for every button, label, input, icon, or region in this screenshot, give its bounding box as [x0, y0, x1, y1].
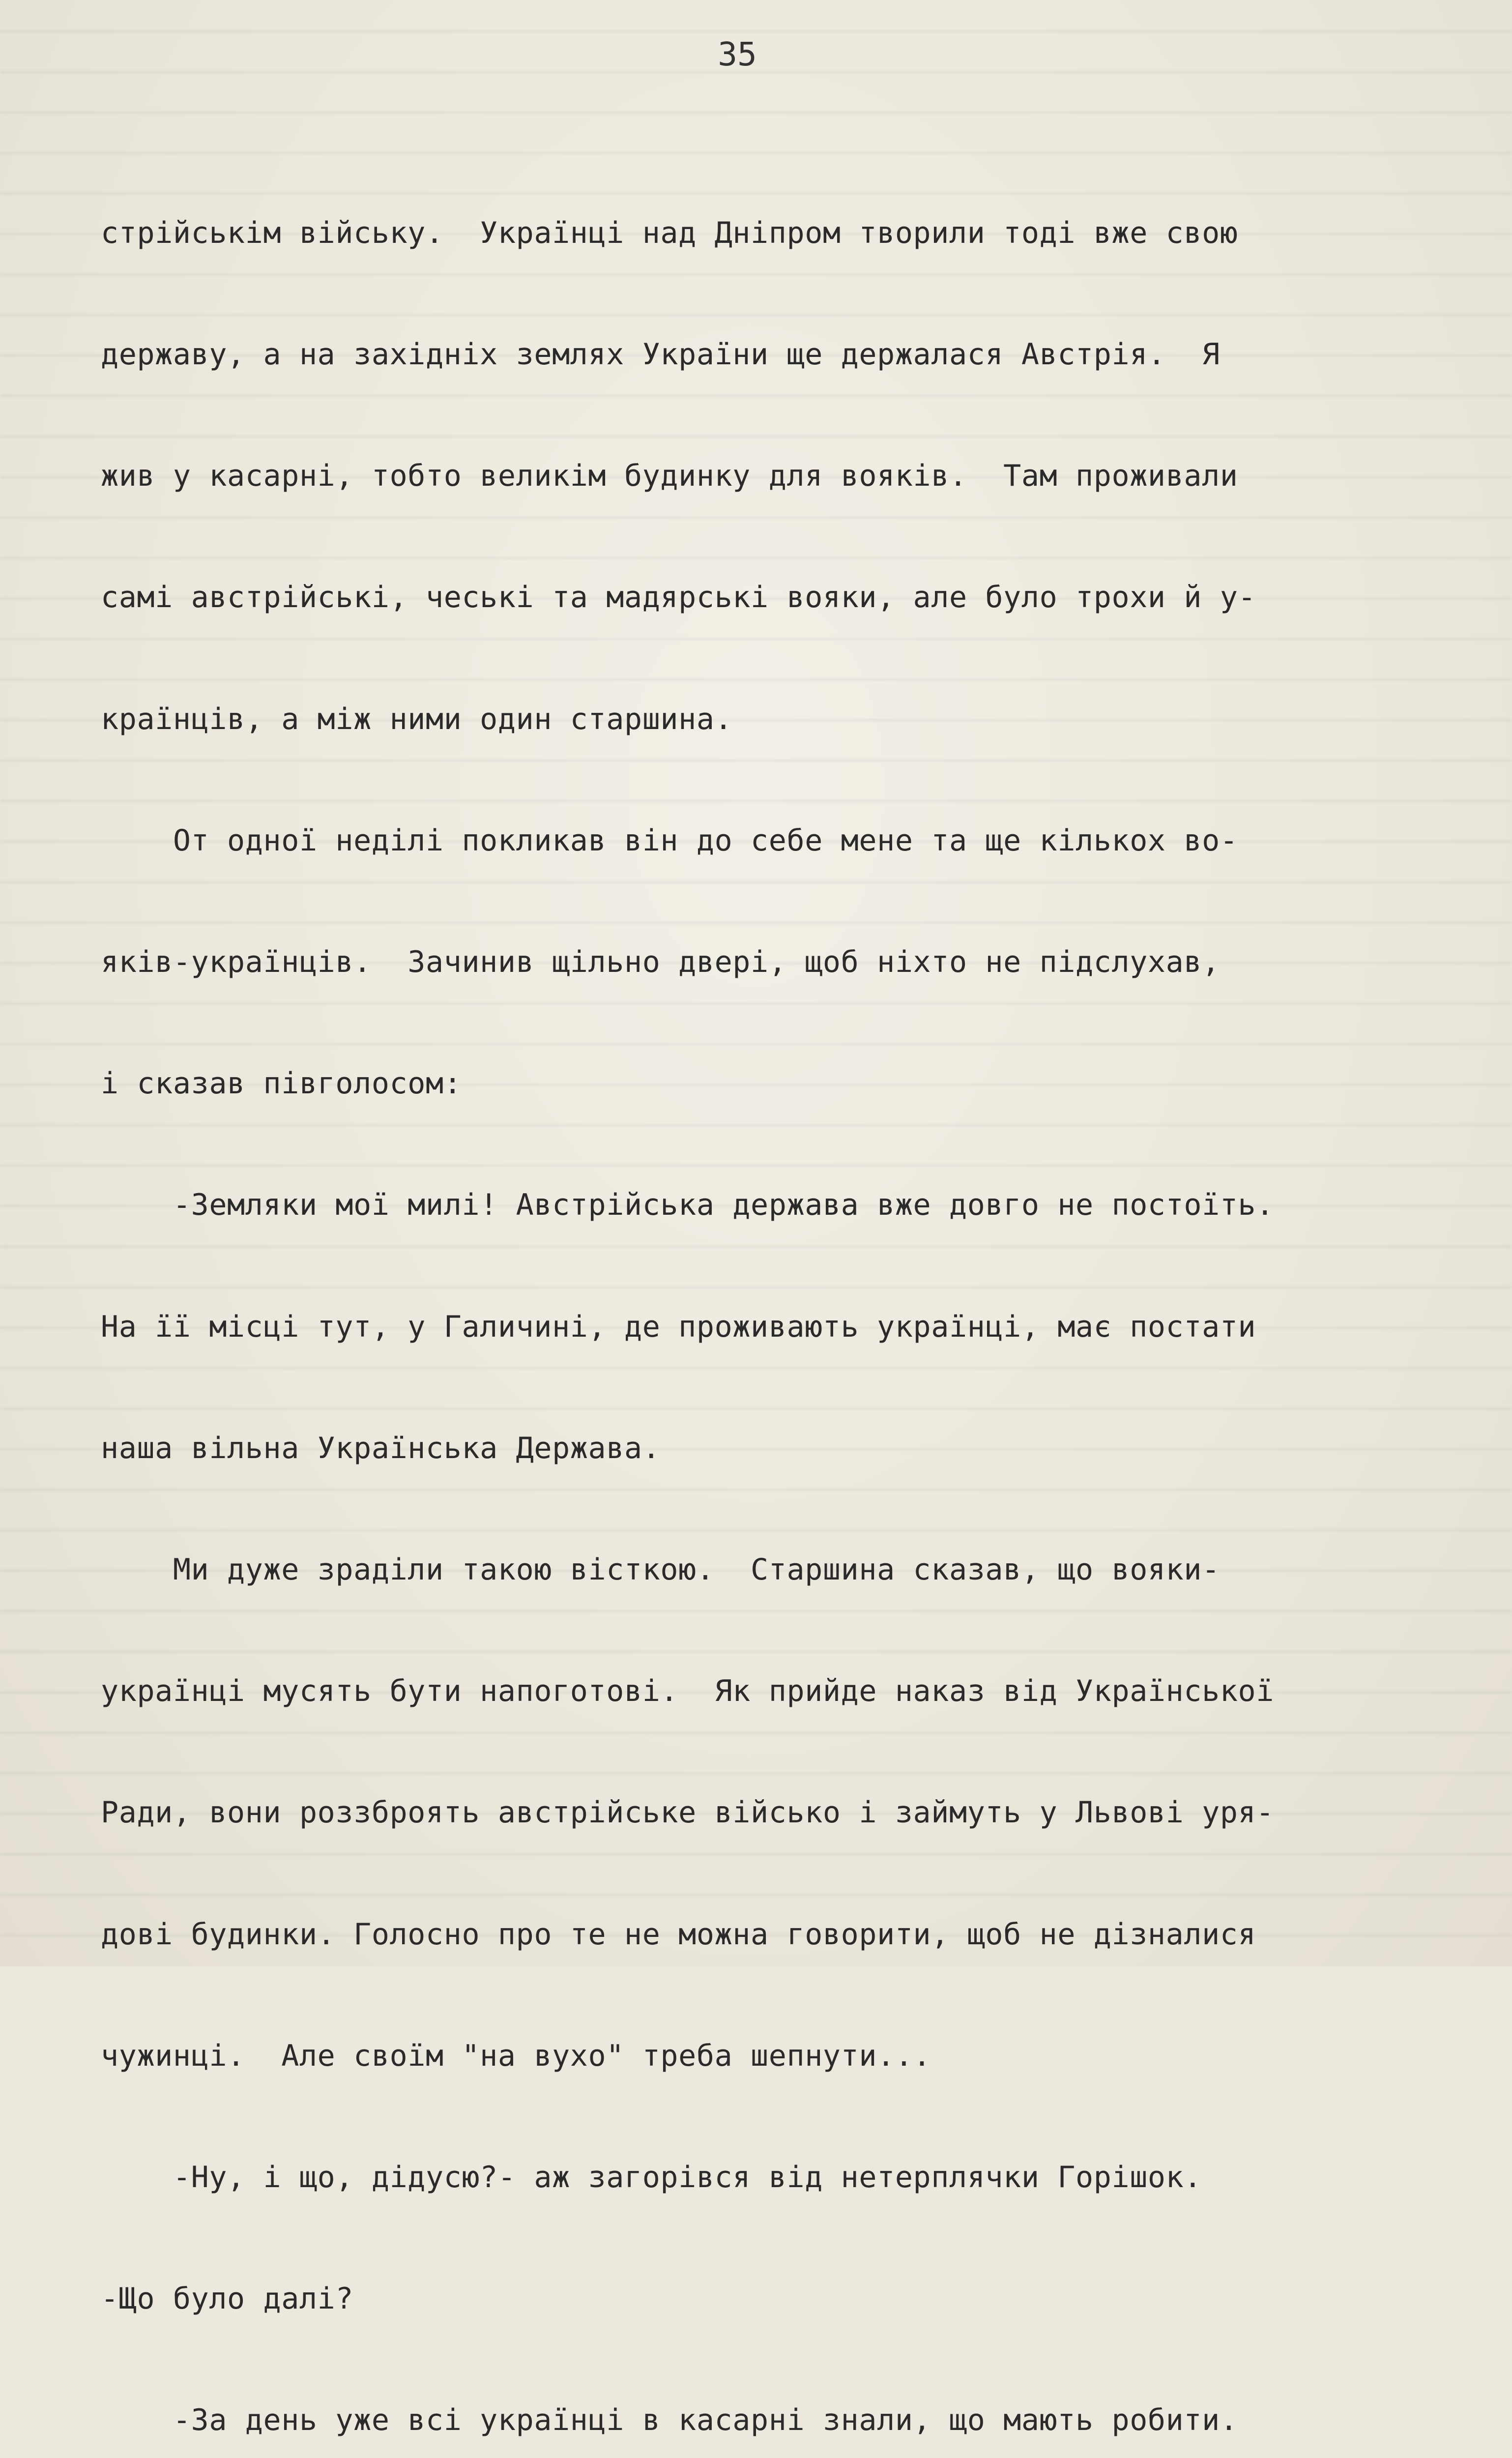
text-line: дові будинки. Голосно про те не можна говорити, щоб не дізналися	[101, 1917, 1256, 1952]
text-line: -Ну, і що, дідусю?- аж загорівся від нетерплячки Горішок.	[101, 2160, 1202, 2195]
text-line: чужинці. Але своїм "на вухо" треба шепнути...	[101, 2038, 931, 2073]
text-line: яків-українців. Зачинив щільно двері, щоб ніхто не підслухав,	[101, 945, 1220, 980]
text-line: країнців, а між ними один старшина.	[101, 702, 733, 736]
typewritten-text-body	[101, 132, 1428, 2458]
text-line: -За день уже всі українці в касарні знали, що мають робити.	[101, 2403, 1238, 2438]
text-line: На її місці тут, у Галичині, де проживають українці, має постати	[101, 1309, 1256, 1344]
text-line: українці мусять бути напоготові. Як прийде наказ від Української	[101, 1674, 1274, 1709]
text-line: жив у касарні, тобто великім будинку для вояків. Там проживали	[101, 459, 1238, 494]
text-line: стрійськім війську. Українці над Дніпром творили тоді вже свою	[101, 215, 1238, 250]
page-number: 35	[718, 35, 757, 73]
text-line: Ради, вони роззброять австрійське військо і займуть у Львові уря-	[101, 1795, 1274, 1830]
text-line: наша вільна Українська Держава.	[101, 1431, 661, 1465]
text-line: От одної неділі покликав він до себе мене та ще кількох во-	[101, 823, 1238, 858]
text-line: -Що було далі?	[101, 2282, 354, 2316]
text-line: державу, а на західніх землях України ще держалася Австрія. Я	[101, 337, 1220, 372]
text-line: -Земляки мої милі! Австрійська держава вже довго не постоїть.	[101, 1188, 1274, 1223]
text-line: самі австрійські, чеські та мадярські вояки, але було трохи й у-	[101, 580, 1256, 615]
text-line: Ми дуже зраділи такою вісткою. Старшина сказав, що вояки-	[101, 1552, 1220, 1587]
text-line: і сказав півголосом:	[101, 1066, 462, 1101]
